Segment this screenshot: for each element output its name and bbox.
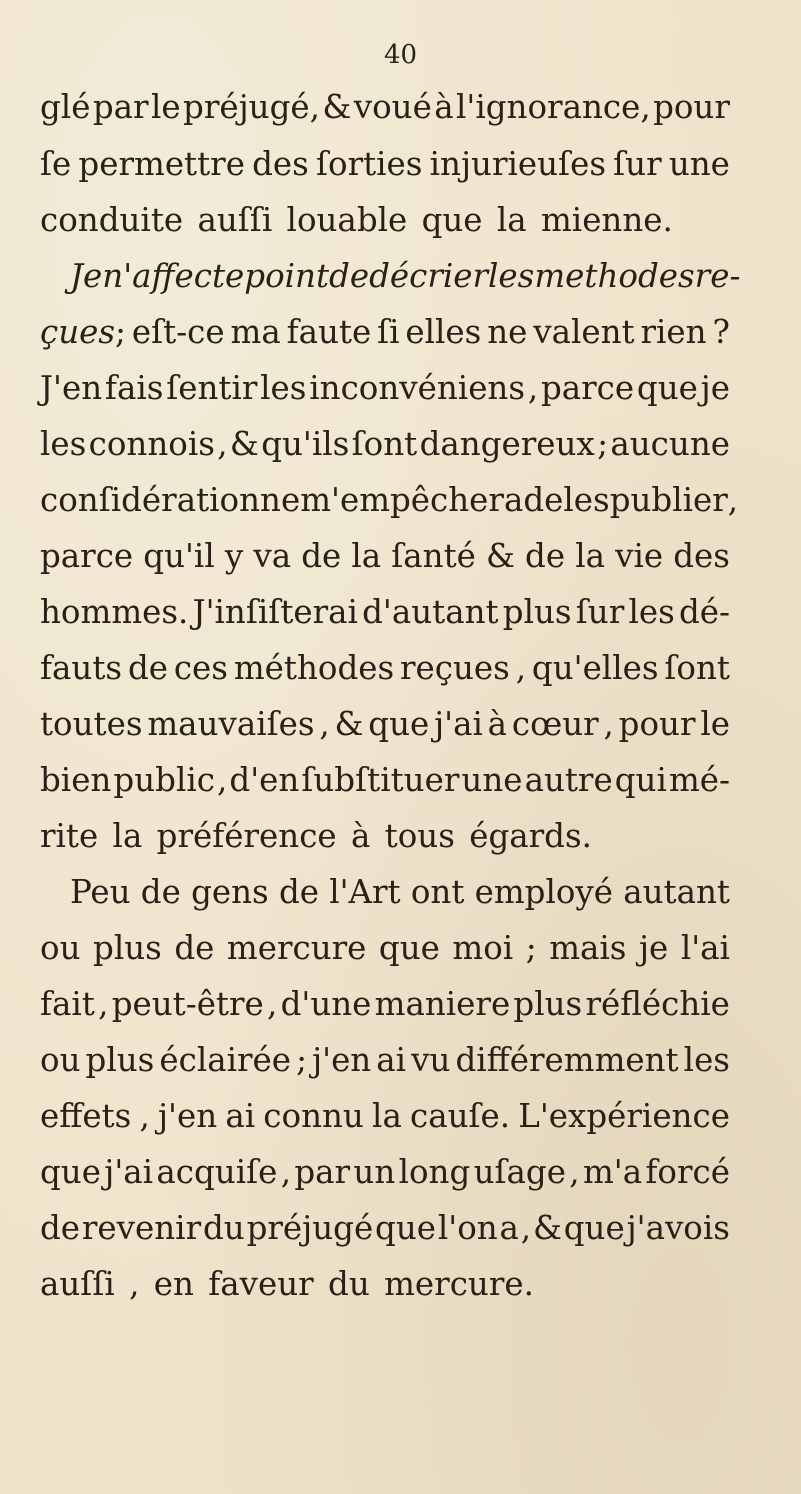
text-line	[40, 312, 730, 352]
text-line: parce qu'il y va de la ſanté & de la vie des	[40, 537, 730, 575]
text-line: rite la préférence à tous égards.	[40, 817, 592, 855]
text-line-italic: Je n'affecte point de décrier les methodes re-	[70, 257, 741, 295]
text-line: de revenir du préjugé que l'on a , & que j'avois	[40, 1209, 730, 1247]
text-line: hommes. J'inſiſterai d'autant plus ſur les dé-	[40, 593, 730, 631]
text-line: fait , peut-être , d'une maniere plus réfléchie	[40, 985, 730, 1023]
text-line: conſidération ne m'empêchera de les publier ,	[40, 481, 739, 519]
text-line: ou plus de mercure que moi ; mais je l'ai	[40, 929, 730, 967]
text-line: auſſi , en faveur du mercure.	[40, 1265, 534, 1303]
text-line: glé par le préjugé, & voué à l'ignorance, pour	[40, 88, 730, 126]
text-line: toutes mauvaiſes , & que j'ai à cœur , pour le	[40, 705, 730, 743]
text-line: ſe permettre des ſorties injurieuſes ſur une	[40, 145, 730, 183]
text-line: J'en fais ſentir les inconvéniens , parce que je	[40, 369, 730, 407]
page-number: 40	[383, 40, 418, 70]
text-line: conduite auſſi louable que la mienne.	[40, 201, 673, 239]
italic-word: çues	[40, 313, 116, 351]
text-line: fauts de ces méthodes reçues , qu'elles ſont	[40, 649, 730, 687]
text-fragment: ; eſt-ce ma faute ſi elles ne valent rien ?	[115, 313, 730, 351]
text-line: effets , j'en ai connu la cauſe. L'expérience	[40, 1097, 730, 1135]
text-line: bien public , d'en ſubſtituer une autre qui mé-	[40, 761, 730, 799]
text-line: que j'ai acquiſe , par un long uſage , m'a forcé	[40, 1153, 730, 1191]
text-line: ou plus éclairée ; j'en ai vu différemment les	[40, 1041, 730, 1079]
text-line: Peu de gens de l'Art ont employé autant	[70, 873, 730, 911]
text-line: les connois , & qu'ils ſont dangereux ; aucune	[40, 425, 730, 463]
